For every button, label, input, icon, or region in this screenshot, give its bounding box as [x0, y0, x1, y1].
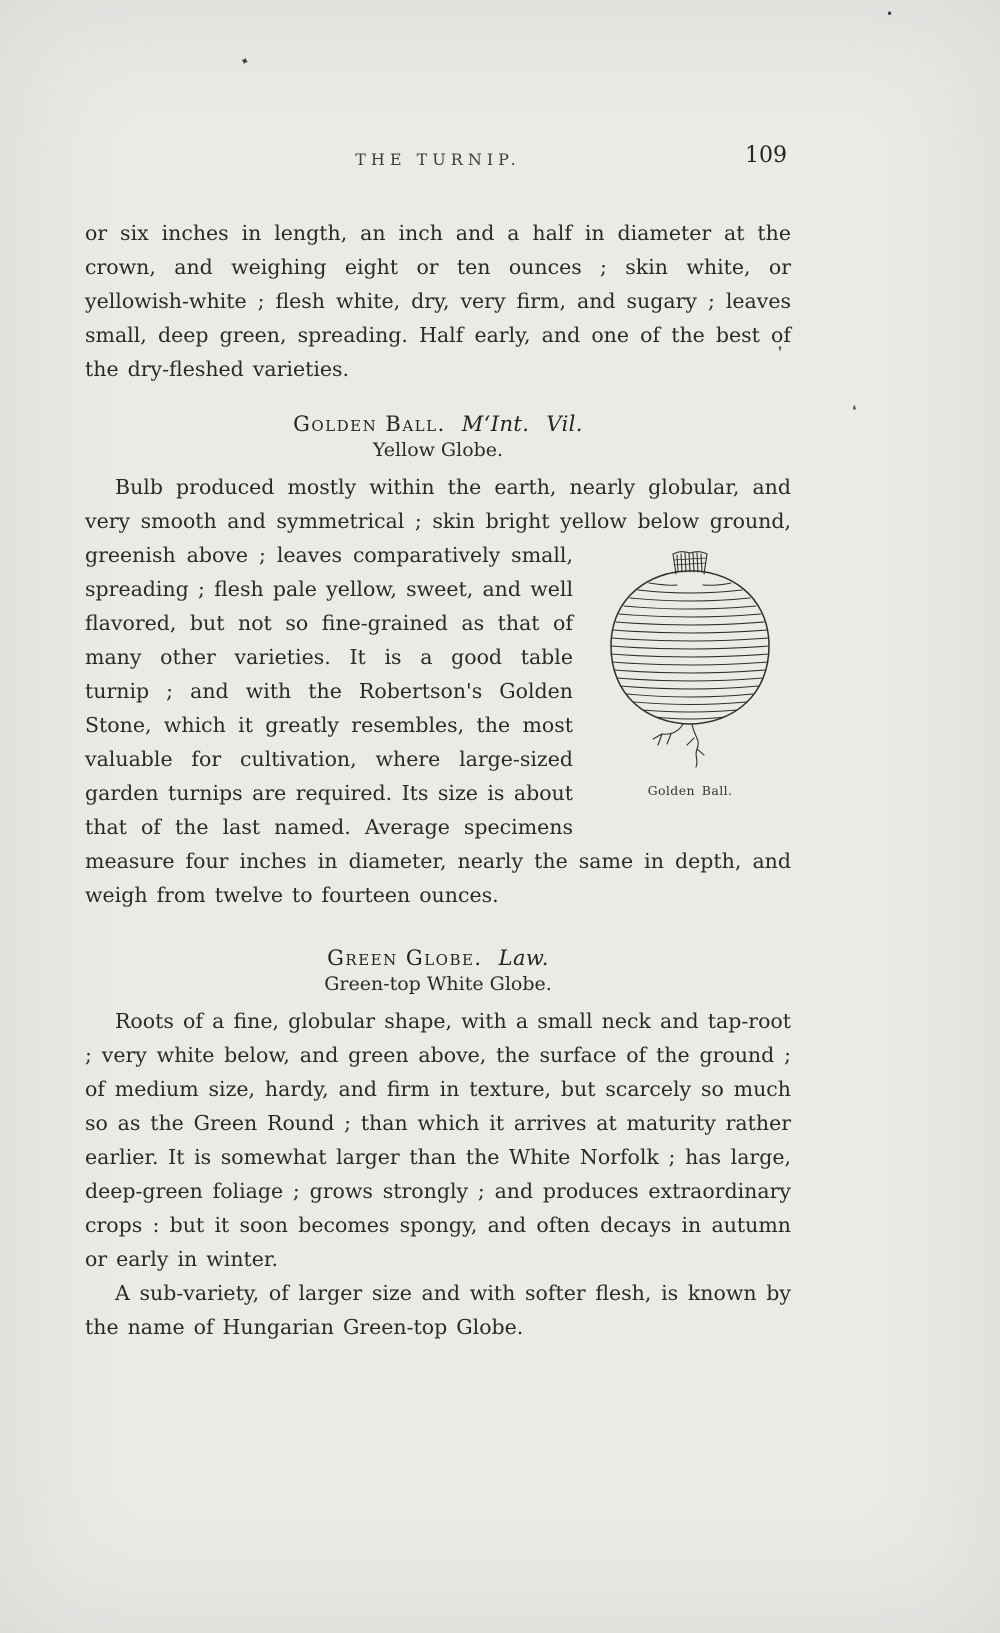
synonym-green-globe: Green-top White Globe.: [324, 973, 552, 995]
variety-name: Golden Ball.: [293, 412, 446, 436]
ink-speck: ✦: [238, 53, 252, 70]
page-content: [85, 0, 791, 1344]
ink-speck: •: [886, 7, 894, 21]
ink-speck: ❛: [852, 403, 857, 419]
synonym-golden-ball: Yellow Globe.: [372, 439, 504, 461]
golden-ball-paragraph: [85, 470, 791, 912]
paragraph-text: ground, greenish above ; leaves comparatively small, spreading ; flesh pale yellow, sweet, and well flavored, but not so fine-grained as that of many other varieties. It is a good table turnip ; and with the Robertson's Golden Stone, which it greatly resembles, the most valuable for cultivation, where large-sized garden turnips are required. Its size is about that of the last named. Average specimens measure four inches in diameter, nearly the same in depth, and weigh from twelve to fourteen ounces.: [85, 509, 791, 907]
intro-paragraph: or six inches in length, an inch and a half in diameter at the crown, and weighing eight or ten ounces ; skin white, or yellowish-white ; flesh white, dry, very firm, and sugary ; leaves small, deep green, spreading. Half early, and one of the best of the dry-fleshed varieties.: [85, 221, 791, 381]
turnip-illustration: [591, 542, 789, 770]
section-heading-green-globe: [85, 946, 791, 970]
page-number: 109: [745, 143, 787, 168]
authority-abbreviation: Law.: [498, 946, 549, 970]
authority-abbreviation: M‘Int. Vil.: [461, 412, 583, 436]
green-globe-paragraph: Roots of a fine, globular shape, with a small neck and tap-root ; very white below, and green above, the surface of the ground ; of medium size, hardy, and firm in texture, but scarcely so much so as the Green Round ; than which it arrives at maturity rather earlier. It is somewhat larger than the White Norfolk ; has large, deep-green foliage ; grows strongly ; and produces extraordinary crops : but it soon becomes spongy, and often decays in autumn or early in winter.: [85, 1009, 791, 1271]
green-globe-subvariety-paragraph: A sub-variety, of larger size and with softer flesh, is known by the name of Hungarian Green-top Globe.: [85, 1281, 791, 1339]
ink-speck: ❜: [778, 345, 783, 360]
section-heading-golden-ball: [85, 412, 791, 436]
paragraph-text: Bulb produced mostly within the earth, nearly globular, and very smooth and symmetrical ; skin bright yellow below: [85, 475, 791, 533]
variety-name: Green Globe.: [327, 946, 483, 970]
turnip-figure: [589, 542, 791, 808]
running-title: THE TURNIP.: [355, 150, 521, 169]
figure-caption: Golden Ball.: [647, 783, 733, 798]
page-header: [85, 143, 791, 180]
